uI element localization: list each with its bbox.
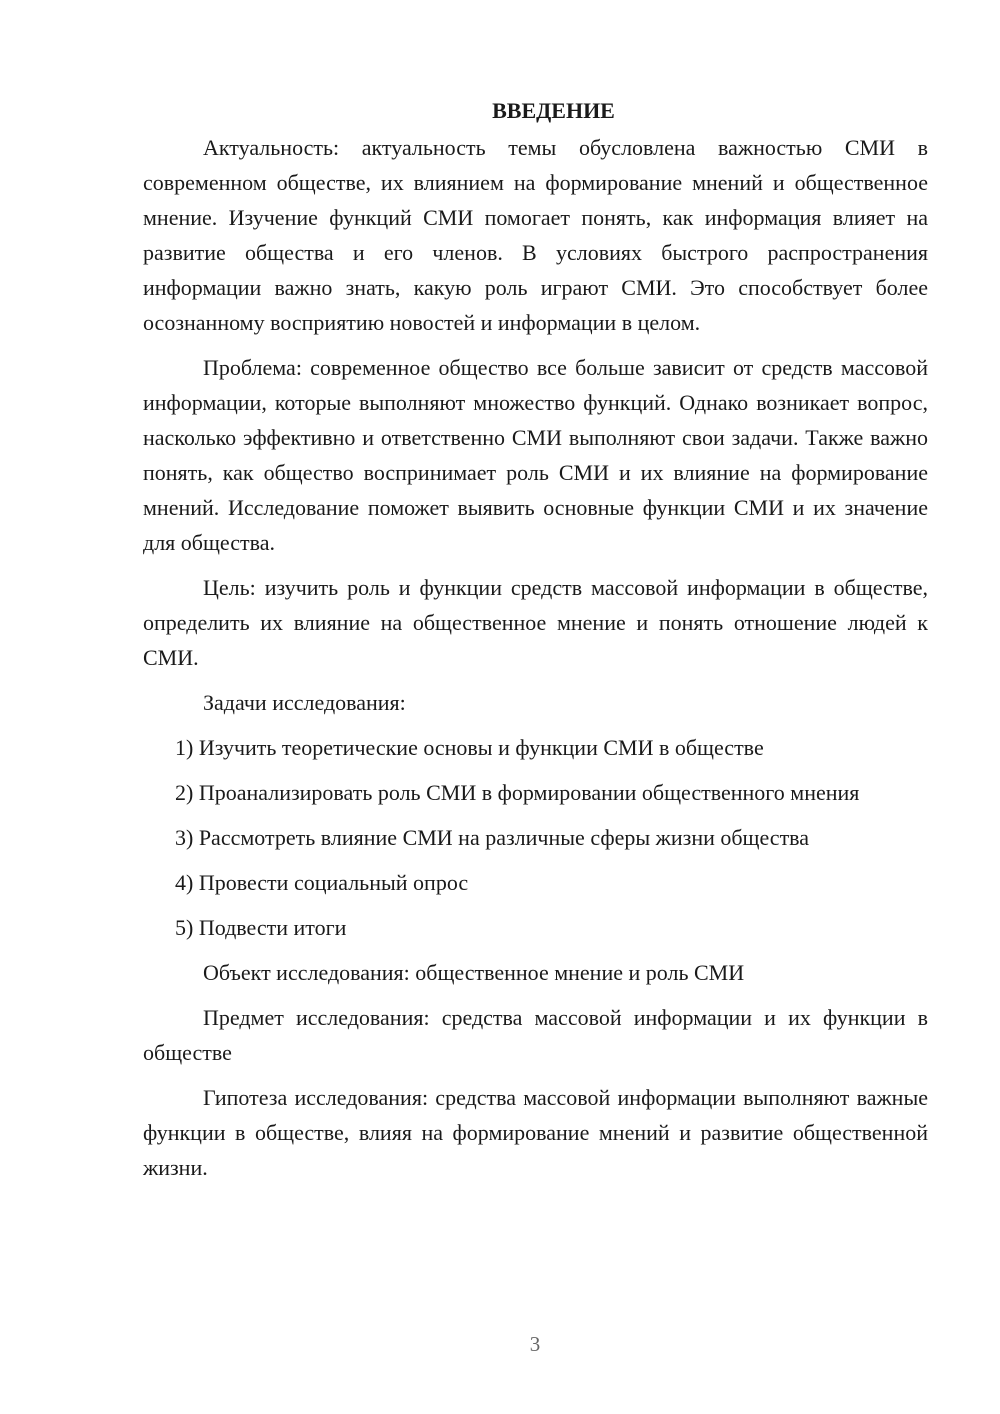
task-item-2: 2) Проанализировать роль СМИ в формировании общественного мнения: [175, 780, 860, 805]
problem-paragraph: Проблема: современное общество все больше зависит от средств массовой информации, которые выполняют множество функций. Однако возникает вопрос, насколько эффективно и ответственно СМИ выполняют свои задачи. Также важно понять, как общество воспринимает роль СМИ и их влияние на формирование мнений. Исследование поможет выявить основные функции СМИ и их значение для общества.: [143, 355, 928, 555]
subject-paragraph: Предмет исследования: средства массовой информации и их функции в обществе: [143, 1005, 928, 1065]
page-number: 3: [529, 1332, 541, 1356]
task-item-1: 1) Изучить теоретические основы и функции СМИ в обществе: [175, 735, 764, 760]
goal-paragraph: Цель: изучить роль и функции средств массовой информации в обществе, определить их влияние на общественное мнение и понять отношение людей к СМИ.: [143, 575, 928, 670]
task-item-3: 3) Рассмотреть влияние СМИ на различные сферы жизни общества: [175, 825, 810, 850]
page-title: ВВЕДЕНИЕ: [492, 98, 615, 123]
hypothesis-paragraph: Гипотеза исследования: средства массовой информации выполняют важные функции в обществе, влияя на формирование мнений и развитие общественной жизни.: [143, 1085, 928, 1180]
task-item-4: 4) Провести социальный опрос: [175, 870, 469, 895]
object-paragraph: Объект исследования: общественное мнение и роль СМИ: [203, 960, 745, 985]
task-item-5: 5) Подвести итоги: [175, 915, 347, 940]
relevance-paragraph: Актуальность: актуальность темы обусловлена важностью СМИ в современном обществе, их влиянием на формирование мнений и общественное мнение. Изучение функций СМИ помогает понять, как информация влияет на развитие общества и его членов. В условиях быстрого распространения информации важно знать, какую роль играют СМИ. Это способствует более осознанному восприятию новостей и информации в целом.: [143, 135, 928, 335]
tasks-heading: Задачи исследования:: [203, 690, 406, 715]
